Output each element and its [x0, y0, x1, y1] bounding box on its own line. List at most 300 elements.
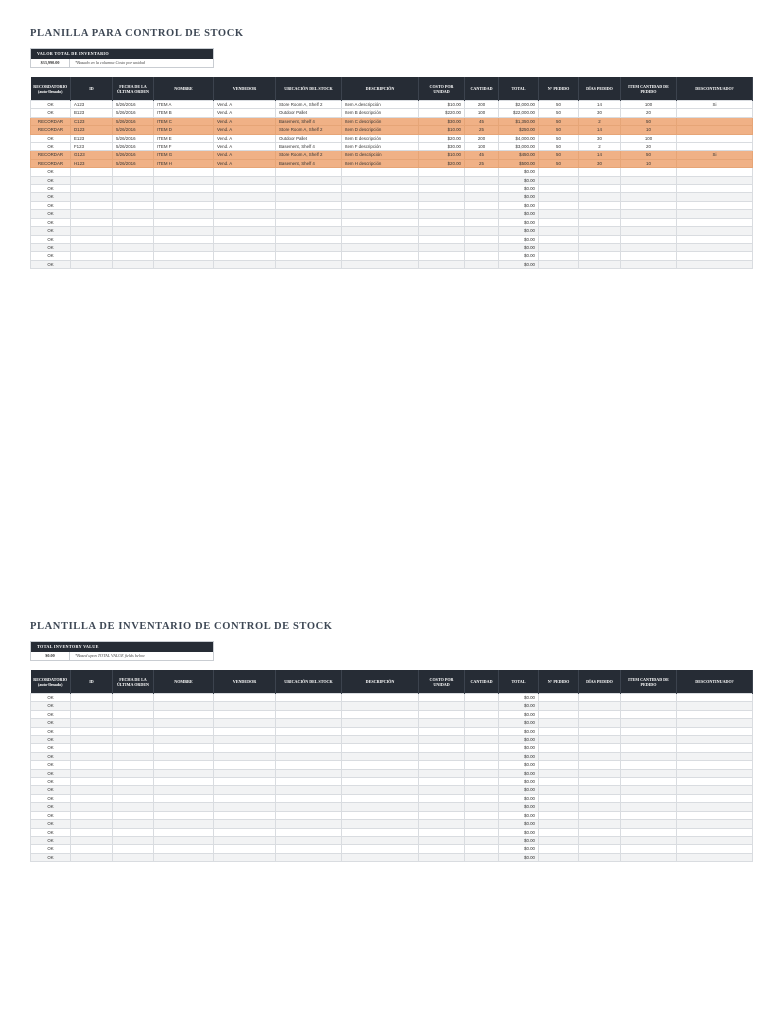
location-cell[interactable]	[276, 260, 342, 268]
total-cell[interactable]: $0.00	[499, 736, 539, 744]
total-cell[interactable]: $4,000.00	[499, 134, 539, 142]
column-header[interactable]: UBICACIÓN DEL STOCK	[276, 670, 342, 694]
total-cell[interactable]: $0.00	[499, 820, 539, 828]
order-days-cell[interactable]	[579, 227, 621, 235]
unit-cost-cell[interactable]: $10.00	[419, 101, 465, 109]
order-number-cell[interactable]	[539, 243, 579, 251]
name-cell[interactable]	[154, 820, 214, 828]
name-cell[interactable]	[154, 243, 214, 251]
reminder-cell[interactable]: OK	[31, 736, 71, 744]
name-cell[interactable]	[154, 778, 214, 786]
reminder-cell[interactable]: OK	[31, 218, 71, 226]
discontinued-cell[interactable]: Si	[677, 101, 753, 109]
reminder-cell[interactable]: OK	[31, 769, 71, 777]
order-days-cell[interactable]	[579, 744, 621, 752]
column-header[interactable]: DESCRIPCIÓN	[342, 77, 419, 101]
order-quantity-cell[interactable]	[621, 168, 677, 176]
total-cell[interactable]: $500.00	[499, 159, 539, 167]
order-number-cell[interactable]	[539, 820, 579, 828]
total-cell[interactable]: $0.00	[499, 218, 539, 226]
last-order-date-cell[interactable]	[113, 845, 154, 853]
location-cell[interactable]	[276, 210, 342, 218]
reminder-cell[interactable]: OK	[31, 193, 71, 201]
order-number-cell[interactable]	[539, 736, 579, 744]
location-cell[interactable]	[276, 845, 342, 853]
order-number-cell[interactable]	[539, 794, 579, 802]
order-number-cell[interactable]	[539, 235, 579, 243]
quantity-cell[interactable]	[465, 820, 499, 828]
order-quantity-cell[interactable]	[621, 235, 677, 243]
order-quantity-cell[interactable]	[621, 227, 677, 235]
discontinued-cell[interactable]	[677, 243, 753, 251]
description-cell[interactable]	[342, 744, 419, 752]
vendor-cell[interactable]: Vend. A	[214, 151, 276, 159]
column-header[interactable]: COSTO POR UNIDAD	[419, 77, 465, 101]
order-days-cell[interactable]	[579, 694, 621, 702]
last-order-date-cell[interactable]: 5/26/2016	[113, 101, 154, 109]
order-quantity-cell[interactable]	[621, 210, 677, 218]
order-number-cell[interactable]: 50	[539, 101, 579, 109]
vendor-cell[interactable]: Vend. A	[214, 134, 276, 142]
id-cell[interactable]	[71, 803, 113, 811]
description-cell[interactable]	[342, 761, 419, 769]
reminder-cell[interactable]: RECORDAR	[31, 126, 71, 134]
order-days-cell[interactable]	[579, 243, 621, 251]
total-cell[interactable]: $0.00	[499, 794, 539, 802]
total-cell[interactable]: $0.00	[499, 176, 539, 184]
vendor-cell[interactable]	[214, 201, 276, 209]
discontinued-cell[interactable]	[677, 201, 753, 209]
reminder-cell[interactable]: OK	[31, 260, 71, 268]
vendor-cell[interactable]	[214, 252, 276, 260]
quantity-cell[interactable]	[465, 260, 499, 268]
id-cell[interactable]	[71, 193, 113, 201]
location-cell[interactable]: Basement, Shelf 4	[276, 117, 342, 125]
unit-cost-cell[interactable]	[419, 218, 465, 226]
order-number-cell[interactable]	[539, 176, 579, 184]
description-cell[interactable]	[342, 235, 419, 243]
order-number-cell[interactable]: 50	[539, 126, 579, 134]
vendor-cell[interactable]	[214, 853, 276, 861]
location-cell[interactable]	[276, 719, 342, 727]
name-cell[interactable]	[154, 845, 214, 853]
vendor-cell[interactable]	[214, 828, 276, 836]
discontinued-cell[interactable]	[677, 117, 753, 125]
last-order-date-cell[interactable]	[113, 176, 154, 184]
description-cell[interactable]: Item B descripción	[342, 109, 419, 117]
total-cell[interactable]: $0.00	[499, 719, 539, 727]
total-cell[interactable]: $0.00	[499, 227, 539, 235]
name-cell[interactable]	[154, 210, 214, 218]
total-cell[interactable]: $1,350.00	[499, 117, 539, 125]
reminder-cell[interactable]: OK	[31, 836, 71, 844]
order-number-cell[interactable]: 50	[539, 151, 579, 159]
column-header[interactable]: ITEM CANTIDAD DE PEDIDO	[621, 77, 677, 101]
order-quantity-cell[interactable]	[621, 185, 677, 193]
reminder-cell[interactable]: OK	[31, 744, 71, 752]
last-order-date-cell[interactable]	[113, 252, 154, 260]
order-days-cell[interactable]	[579, 736, 621, 744]
discontinued-cell[interactable]	[677, 811, 753, 819]
name-cell[interactable]	[154, 786, 214, 794]
location-cell[interactable]	[276, 811, 342, 819]
column-header[interactable]: VENDEDOR	[214, 670, 276, 694]
last-order-date-cell[interactable]	[113, 201, 154, 209]
location-cell[interactable]	[276, 694, 342, 702]
column-header[interactable]: DÍAS PEDIDO	[579, 670, 621, 694]
name-cell[interactable]	[154, 761, 214, 769]
name-cell[interactable]	[154, 193, 214, 201]
total-cell[interactable]: $0.00	[499, 853, 539, 861]
order-quantity-cell[interactable]	[621, 176, 677, 184]
vendor-cell[interactable]	[214, 260, 276, 268]
unit-cost-cell[interactable]	[419, 769, 465, 777]
quantity-cell[interactable]	[465, 694, 499, 702]
order-days-cell[interactable]	[579, 252, 621, 260]
discontinued-cell[interactable]	[677, 853, 753, 861]
location-cell[interactable]	[276, 794, 342, 802]
quantity-cell[interactable]: 200	[465, 134, 499, 142]
last-order-date-cell[interactable]	[113, 811, 154, 819]
discontinued-cell[interactable]	[677, 845, 753, 853]
reminder-cell[interactable]: OK	[31, 778, 71, 786]
order-days-cell[interactable]	[579, 193, 621, 201]
last-order-date-cell[interactable]	[113, 260, 154, 268]
unit-cost-cell[interactable]: $20.00	[419, 134, 465, 142]
unit-cost-cell[interactable]	[419, 719, 465, 727]
vendor-cell[interactable]	[214, 736, 276, 744]
name-cell[interactable]	[154, 227, 214, 235]
order-number-cell[interactable]: 50	[539, 159, 579, 167]
order-number-cell[interactable]	[539, 719, 579, 727]
description-cell[interactable]	[342, 794, 419, 802]
location-cell[interactable]	[276, 828, 342, 836]
vendor-cell[interactable]	[214, 778, 276, 786]
location-cell[interactable]: Store Room A, Shelf 2	[276, 151, 342, 159]
reminder-cell[interactable]: RECORDAR	[31, 117, 71, 125]
quantity-cell[interactable]	[465, 243, 499, 251]
last-order-date-cell[interactable]: 5/26/2016	[113, 151, 154, 159]
vendor-cell[interactable]	[214, 185, 276, 193]
reminder-cell[interactable]: OK	[31, 168, 71, 176]
unit-cost-cell[interactable]	[419, 252, 465, 260]
description-cell[interactable]	[342, 193, 419, 201]
order-days-cell[interactable]	[579, 786, 621, 794]
id-cell[interactable]	[71, 769, 113, 777]
order-quantity-cell[interactable]	[621, 736, 677, 744]
name-cell[interactable]	[154, 811, 214, 819]
name-cell[interactable]	[154, 736, 214, 744]
location-cell[interactable]	[276, 235, 342, 243]
discontinued-cell[interactable]	[677, 143, 753, 151]
total-cell[interactable]: $0.00	[499, 786, 539, 794]
vendor-cell[interactable]	[214, 694, 276, 702]
quantity-cell[interactable]	[465, 794, 499, 802]
unit-cost-cell[interactable]	[419, 845, 465, 853]
last-order-date-cell[interactable]: 5/26/2016	[113, 109, 154, 117]
reminder-cell[interactable]: OK	[31, 752, 71, 760]
order-number-cell[interactable]	[539, 218, 579, 226]
quantity-cell[interactable]	[465, 227, 499, 235]
quantity-cell[interactable]	[465, 201, 499, 209]
order-days-cell[interactable]	[579, 727, 621, 735]
description-cell[interactable]	[342, 694, 419, 702]
reminder-cell[interactable]: OK	[31, 235, 71, 243]
order-quantity-cell[interactable]	[621, 252, 677, 260]
order-number-cell[interactable]	[539, 710, 579, 718]
last-order-date-cell[interactable]: 5/26/2016	[113, 126, 154, 134]
name-cell[interactable]	[154, 252, 214, 260]
reminder-cell[interactable]: OK	[31, 794, 71, 802]
unit-cost-cell[interactable]	[419, 185, 465, 193]
order-number-cell[interactable]: 50	[539, 143, 579, 151]
location-cell[interactable]	[276, 201, 342, 209]
last-order-date-cell[interactable]	[113, 185, 154, 193]
name-cell[interactable]: ITEM C	[154, 117, 214, 125]
last-order-date-cell[interactable]	[113, 210, 154, 218]
unit-cost-cell[interactable]	[419, 243, 465, 251]
order-quantity-cell[interactable]	[621, 853, 677, 861]
total-cell[interactable]: $22,000.00	[499, 109, 539, 117]
description-cell[interactable]: Item H descripción	[342, 159, 419, 167]
discontinued-cell[interactable]	[677, 227, 753, 235]
vendor-cell[interactable]	[214, 243, 276, 251]
column-header[interactable]: N° PEDIDO	[539, 77, 579, 101]
discontinued-cell[interactable]	[677, 193, 753, 201]
order-days-cell[interactable]: 30	[579, 159, 621, 167]
quantity-cell[interactable]: 45	[465, 117, 499, 125]
quantity-cell[interactable]: 25	[465, 126, 499, 134]
description-cell[interactable]	[342, 853, 419, 861]
column-header[interactable]: FECHA DE LA ÚLTIMA ORDEN	[113, 77, 154, 101]
reminder-cell[interactable]: RECORDAR	[31, 151, 71, 159]
reminder-cell[interactable]: OK	[31, 134, 71, 142]
order-number-cell[interactable]	[539, 702, 579, 710]
total-cell[interactable]: $0.00	[499, 744, 539, 752]
order-number-cell[interactable]	[539, 210, 579, 218]
discontinued-cell[interactable]: Si	[677, 151, 753, 159]
location-cell[interactable]: Outdoor Pallet	[276, 134, 342, 142]
location-cell[interactable]	[276, 778, 342, 786]
reminder-cell[interactable]: OK	[31, 252, 71, 260]
location-cell[interactable]	[276, 752, 342, 760]
vendor-cell[interactable]: Vend. A	[214, 117, 276, 125]
quantity-cell[interactable]: 100	[465, 143, 499, 151]
order-number-cell[interactable]	[539, 786, 579, 794]
location-cell[interactable]	[276, 702, 342, 710]
discontinued-cell[interactable]	[677, 803, 753, 811]
order-number-cell[interactable]	[539, 252, 579, 260]
description-cell[interactable]	[342, 201, 419, 209]
reminder-cell[interactable]: OK	[31, 702, 71, 710]
discontinued-cell[interactable]	[677, 159, 753, 167]
total-cell[interactable]: $0.00	[499, 193, 539, 201]
reminder-cell[interactable]: OK	[31, 210, 71, 218]
description-cell[interactable]	[342, 752, 419, 760]
last-order-date-cell[interactable]	[113, 820, 154, 828]
description-cell[interactable]	[342, 820, 419, 828]
order-days-cell[interactable]	[579, 710, 621, 718]
discontinued-cell[interactable]	[677, 218, 753, 226]
discontinued-cell[interactable]	[677, 710, 753, 718]
name-cell[interactable]	[154, 853, 214, 861]
description-cell[interactable]	[342, 811, 419, 819]
reminder-cell[interactable]: OK	[31, 176, 71, 184]
quantity-cell[interactable]	[465, 176, 499, 184]
total-cell[interactable]: $0.00	[499, 201, 539, 209]
total-cell[interactable]: $0.00	[499, 710, 539, 718]
description-cell[interactable]	[342, 210, 419, 218]
order-number-cell[interactable]	[539, 752, 579, 760]
total-cell[interactable]: $0.00	[499, 694, 539, 702]
summary-value[interactable]: $33,990.00	[31, 59, 70, 67]
discontinued-cell[interactable]	[677, 694, 753, 702]
vendor-cell[interactable]	[214, 744, 276, 752]
name-cell[interactable]	[154, 235, 214, 243]
total-cell[interactable]: $0.00	[499, 702, 539, 710]
location-cell[interactable]	[276, 227, 342, 235]
reminder-cell[interactable]: OK	[31, 243, 71, 251]
column-header[interactable]: DESCRIPCIÓN	[342, 670, 419, 694]
quantity-cell[interactable]	[465, 235, 499, 243]
id-cell[interactable]	[71, 845, 113, 853]
quantity-cell[interactable]: 25	[465, 159, 499, 167]
location-cell[interactable]	[276, 185, 342, 193]
order-quantity-cell[interactable]	[621, 820, 677, 828]
quantity-cell[interactable]	[465, 210, 499, 218]
description-cell[interactable]: Item E descripción	[342, 134, 419, 142]
vendor-cell[interactable]: Vend. A	[214, 126, 276, 134]
order-number-cell[interactable]: 50	[539, 109, 579, 117]
column-header[interactable]: COSTO POR UNIDAD	[419, 670, 465, 694]
name-cell[interactable]	[154, 744, 214, 752]
last-order-date-cell[interactable]	[113, 218, 154, 226]
order-number-cell[interactable]	[539, 744, 579, 752]
unit-cost-cell[interactable]	[419, 794, 465, 802]
quantity-cell[interactable]	[465, 803, 499, 811]
total-cell[interactable]: $0.00	[499, 761, 539, 769]
quantity-cell[interactable]	[465, 702, 499, 710]
name-cell[interactable]	[154, 168, 214, 176]
order-quantity-cell[interactable]: 10	[621, 159, 677, 167]
unit-cost-cell[interactable]	[419, 786, 465, 794]
vendor-cell[interactable]	[214, 719, 276, 727]
last-order-date-cell[interactable]	[113, 778, 154, 786]
name-cell[interactable]	[154, 176, 214, 184]
description-cell[interactable]	[342, 727, 419, 735]
id-cell[interactable]: A123	[71, 101, 113, 109]
quantity-cell[interactable]	[465, 778, 499, 786]
id-cell[interactable]	[71, 201, 113, 209]
location-cell[interactable]: Store Room A, Shelf 2	[276, 101, 342, 109]
quantity-cell[interactable]: 200	[465, 101, 499, 109]
order-number-cell[interactable]	[539, 811, 579, 819]
description-cell[interactable]	[342, 260, 419, 268]
id-cell[interactable]	[71, 235, 113, 243]
unit-cost-cell[interactable]	[419, 694, 465, 702]
order-quantity-cell[interactable]: 100	[621, 101, 677, 109]
description-cell[interactable]: Item D descripción	[342, 126, 419, 134]
id-cell[interactable]: C123	[71, 117, 113, 125]
order-quantity-cell[interactable]	[621, 778, 677, 786]
quantity-cell[interactable]	[465, 828, 499, 836]
discontinued-cell[interactable]	[677, 820, 753, 828]
unit-cost-cell[interactable]: $10.00	[419, 151, 465, 159]
order-number-cell[interactable]	[539, 836, 579, 844]
reminder-cell[interactable]: OK	[31, 719, 71, 727]
name-cell[interactable]: ITEM F	[154, 143, 214, 151]
id-cell[interactable]	[71, 727, 113, 735]
column-header[interactable]: TOTAL	[499, 77, 539, 101]
last-order-date-cell[interactable]: 5/26/2016	[113, 159, 154, 167]
order-quantity-cell[interactable]	[621, 845, 677, 853]
order-number-cell[interactable]: 50	[539, 134, 579, 142]
location-cell[interactable]	[276, 176, 342, 184]
location-cell[interactable]	[276, 761, 342, 769]
order-days-cell[interactable]	[579, 210, 621, 218]
vendor-cell[interactable]	[214, 710, 276, 718]
unit-cost-cell[interactable]	[419, 778, 465, 786]
id-cell[interactable]	[71, 702, 113, 710]
reminder-cell[interactable]: OK	[31, 710, 71, 718]
id-cell[interactable]	[71, 260, 113, 268]
vendor-cell[interactable]	[214, 811, 276, 819]
column-header[interactable]: RECORDATORIO (auto-llenado)	[31, 670, 71, 694]
vendor-cell[interactable]	[214, 794, 276, 802]
discontinued-cell[interactable]	[677, 185, 753, 193]
discontinued-cell[interactable]	[677, 761, 753, 769]
name-cell[interactable]	[154, 828, 214, 836]
name-cell[interactable]	[154, 710, 214, 718]
order-quantity-cell[interactable]: 20	[621, 143, 677, 151]
order-days-cell[interactable]	[579, 719, 621, 727]
discontinued-cell[interactable]	[677, 109, 753, 117]
order-days-cell[interactable]: 30	[579, 109, 621, 117]
description-cell[interactable]	[342, 828, 419, 836]
reminder-cell[interactable]: OK	[31, 761, 71, 769]
unit-cost-cell[interactable]	[419, 803, 465, 811]
total-cell[interactable]: $0.00	[499, 210, 539, 218]
last-order-date-cell[interactable]: 5/26/2016	[113, 143, 154, 151]
name-cell[interactable]	[154, 719, 214, 727]
vendor-cell[interactable]	[214, 727, 276, 735]
name-cell[interactable]	[154, 185, 214, 193]
id-cell[interactable]	[71, 752, 113, 760]
order-days-cell[interactable]	[579, 811, 621, 819]
unit-cost-cell[interactable]	[419, 168, 465, 176]
reminder-cell[interactable]: OK	[31, 803, 71, 811]
discontinued-cell[interactable]	[677, 744, 753, 752]
unit-cost-cell[interactable]	[419, 836, 465, 844]
discontinued-cell[interactable]	[677, 836, 753, 844]
unit-cost-cell[interactable]: $30.00	[419, 143, 465, 151]
description-cell[interactable]: Item C descripción	[342, 117, 419, 125]
order-number-cell[interactable]	[539, 260, 579, 268]
total-cell[interactable]: $2,000.00	[499, 101, 539, 109]
location-cell[interactable]	[276, 243, 342, 251]
description-cell[interactable]	[342, 176, 419, 184]
id-cell[interactable]	[71, 719, 113, 727]
order-quantity-cell[interactable]: 20	[621, 109, 677, 117]
unit-cost-cell[interactable]	[419, 702, 465, 710]
order-days-cell[interactable]	[579, 752, 621, 760]
order-days-cell[interactable]	[579, 176, 621, 184]
location-cell[interactable]	[276, 803, 342, 811]
order-days-cell[interactable]	[579, 803, 621, 811]
name-cell[interactable]	[154, 803, 214, 811]
reminder-cell[interactable]: OK	[31, 143, 71, 151]
last-order-date-cell[interactable]	[113, 761, 154, 769]
